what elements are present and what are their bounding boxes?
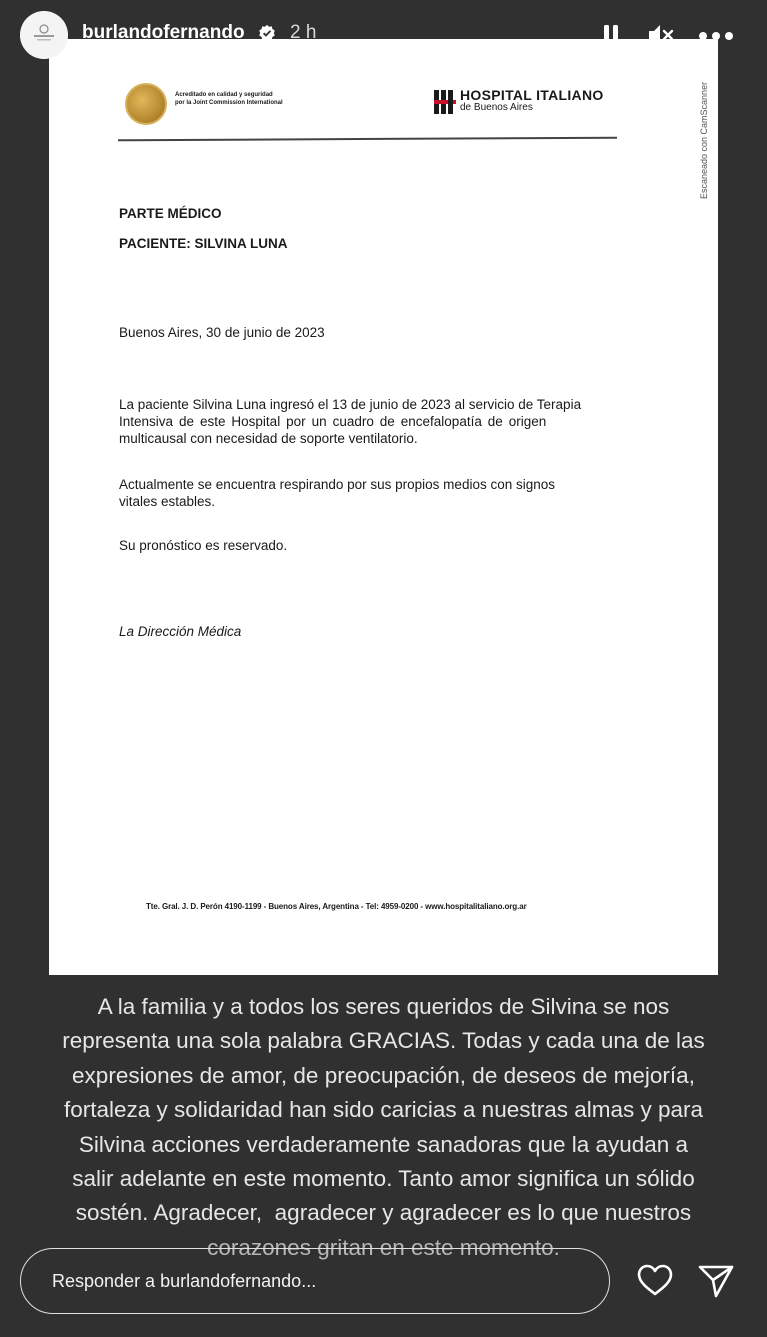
paragraph-line: Actualmente se encuentra respirando por sus propios medios con signos (119, 477, 555, 492)
hospital-name: HOSPITAL ITALIANO (460, 87, 604, 103)
caption-line: expresiones de amor, de preocupación, de deseos de mejoría, (72, 1062, 695, 1088)
username[interactable]: burlandofernando (82, 22, 245, 43)
caption-line: fortaleza y solidaridad han sido caricias a nuestras almas y para (63, 1097, 704, 1123)
paragraph-line: vitales estables. (119, 494, 216, 509)
header-divider (118, 137, 617, 142)
paragraph-line: multicausal con necesidad de soporte ventilatorio. (119, 431, 418, 446)
story-header (0, 0, 767, 72)
paragraph-line: La paciente Silvina Luna ingresó el 13 de junio de 2023 al servicio de Terapia (119, 397, 582, 412)
caption-line: representa una sola palabra GRACIAS. Todas y cada una de las (62, 1028, 705, 1054)
hospital-logo-icon (434, 90, 456, 114)
post-time: 2 h (290, 22, 317, 43)
accreditation-line: por la Joint Commission International (175, 100, 283, 106)
report-date: Buenos Aires, 30 de junio de 2023 (119, 325, 325, 340)
report-title: PARTE MÉDICO (119, 206, 222, 221)
document-footer: Tte. Gral. J. D. Perón 4190-1199 - Buenos Aires, Argentina - Tel: 4959-0200 - www.hospitalitaliano.org.ar (146, 902, 527, 911)
caption-line: sostén. Agradecer, agradecer y agradecer es lo que nuestros (75, 1200, 692, 1226)
paragraph-status (119, 476, 619, 510)
hospital-subtitle: de Buenos Aires (460, 102, 533, 113)
paragraph-admission (119, 396, 619, 447)
verified-badge-icon (258, 24, 276, 42)
heart-icon[interactable] (636, 1263, 674, 1297)
scanner-watermark: Escaneado con CamScanner (699, 81, 709, 199)
reply-placeholder: Responder a burlandofernando... (52, 1271, 317, 1291)
accreditation-line: Acreditado en calidad y seguridad (175, 92, 273, 98)
more-options-icon[interactable] (698, 31, 734, 41)
caption-line: A la familia y a todos los seres queridos de Silvina se nos (97, 994, 670, 1019)
story-caption (0, 990, 767, 1265)
reply-input[interactable] (20, 1248, 610, 1314)
patient-name: PACIENTE: SILVINA LUNA (119, 236, 288, 251)
send-icon[interactable] (697, 1263, 735, 1299)
accreditation-seal (125, 83, 167, 125)
signature: La Dirección Médica (119, 624, 242, 639)
paragraph-prognosis: Su pronóstico es reservado. (119, 538, 288, 553)
avatar-logo-icon (20, 11, 68, 59)
caption-line: salir adelante en este momento. Tanto amor significa un sólido (72, 1166, 695, 1192)
caption-line: corazones gritan en este momento. (207, 1234, 560, 1260)
medical-report-image (49, 39, 718, 975)
pause-icon[interactable] (603, 24, 619, 46)
paragraph-line: Intensiva de este Hospital por un cuadro de encefalopatía de origen (119, 414, 547, 429)
accreditation-text (175, 91, 283, 107)
avatar[interactable] (20, 11, 68, 59)
mute-icon[interactable] (648, 23, 674, 47)
caption-line: Silvina acciones verdaderamente sanadoras que la ayudan a (78, 1131, 689, 1157)
